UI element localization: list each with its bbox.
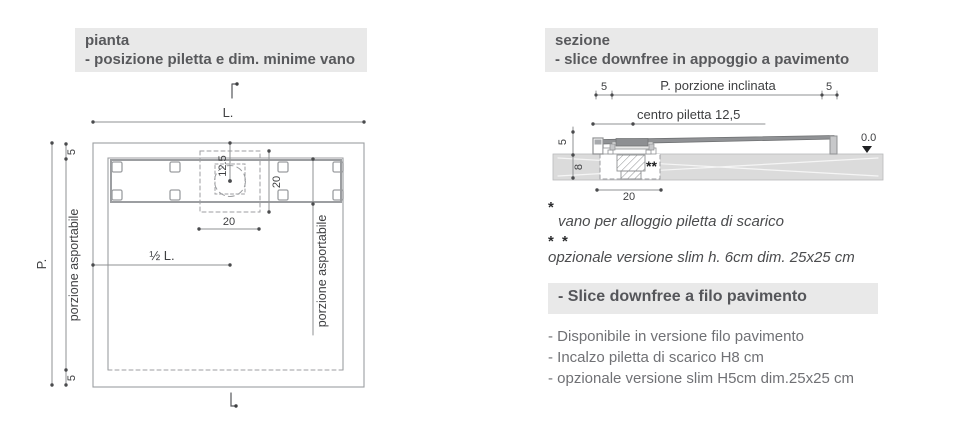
section-dim-8v-label: 8 [573, 163, 585, 171]
section-tray-right-rim [830, 136, 837, 154]
section-header-subtitle: - slice downfree in appoggio a pavimento [555, 51, 850, 68]
plan-porzione-left-label: porzione asportabile [67, 208, 81, 322]
plan-axis-marker-top [232, 82, 239, 98]
plan-header-title: pianta [85, 32, 130, 49]
section-notes [548, 199, 888, 266]
section-subheader: - Slice downfree a filo pavimento [548, 283, 878, 314]
plan-dim-L-label: L. [222, 105, 234, 120]
note1-marker: * [548, 199, 554, 216]
section-tray-left-rim-notch [595, 140, 602, 145]
section-level-label: 0.0 [861, 132, 877, 144]
section-dim-5v-label: 5 [557, 138, 569, 146]
plan-dim-halfL-label: ½ L. [149, 248, 175, 263]
plan-dim-P-label: P. [34, 258, 49, 270]
section-dim-20-label: 20 [622, 191, 636, 203]
bullet-item: - Disponibile in versione filo pavimento [548, 328, 804, 345]
section-double-star-label: ** [646, 158, 657, 174]
section-header-title: sezione [555, 32, 611, 49]
note2-marker: * * [548, 233, 570, 250]
plan-header-subtitle: - posizione piletta e dim. minime vano [85, 51, 356, 68]
plan-dim-20h-label: 20 [222, 216, 236, 228]
section-drawing [553, 78, 883, 203]
plan-dim-5-bottom-label: 5 [66, 374, 78, 382]
plan-drawing [34, 82, 366, 407]
section-dim-p-inclinata-label: P. porzione inclinata [660, 78, 776, 93]
section-piletta-blocks [617, 155, 645, 179]
plan-dim-20v-label: 20 [271, 175, 283, 189]
plan-porzione-right-label: porzione asportabile [315, 214, 329, 328]
bullet-item: - Incalzo piletta di scarico H8 cm [548, 349, 764, 366]
plan-dim-5-top-label: 5 [66, 148, 78, 156]
note1-text: vano per alloggio piletta di scarico [558, 213, 784, 230]
plan-tray-outline [108, 158, 343, 370]
section-dim-5-right-label: 5 [825, 81, 833, 93]
section-dim-centro-label: centro piletta 12,5 [637, 107, 741, 122]
plan-dim-125-label: 12.5 [217, 155, 229, 177]
section-bullet-list [548, 326, 908, 389]
section-dim-5-left-label: 5 [600, 81, 608, 93]
section-grate-cover [616, 139, 648, 147]
note2-text: opzionale versione slim h. 6cm dim. 25x25 cm [548, 249, 855, 266]
section-tray [593, 136, 837, 155]
bullet-item: - opzionale versione slim H5cm dim.25x25 cm [548, 370, 854, 387]
plan-axis-marker-bottom [231, 393, 238, 408]
level-marker-icon [862, 146, 872, 153]
